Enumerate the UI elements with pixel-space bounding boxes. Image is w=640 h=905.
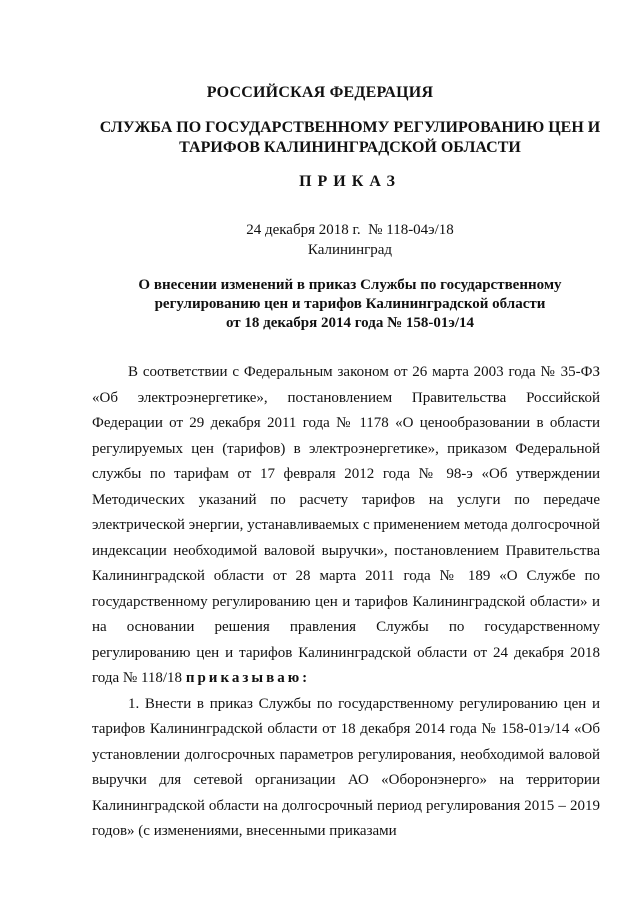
order-title: ПРИКАЗ [299, 173, 401, 190]
order-body [92, 360, 600, 845]
order-meta [60, 220, 640, 260]
service-heading-line-1: СЛУЖБА ПО ГОСУДАРСТВЕННОМУ РЕГУЛИРОВАНИЮ ЦЕН И [99, 119, 601, 136]
order-subject [60, 276, 640, 333]
preamble-paragraph [92, 360, 600, 692]
service-heading [60, 118, 640, 158]
subject-line-1: О внесении изменений в приказ Службы по государственному [138, 277, 562, 293]
item-1-paragraph: 1. Внести в приказ Службы по государственному регулированию цен и тарифов Калининградской области от 18 декабря 2014 года № 158-01э/14 «Об установлении долгосрочных параметров регулирования, необходимой валовой выручки для сетевой организации АО «Оборонэнерго» на территории Калининградской области на долгосрочный период регулирования 2015 – 2019 годов» (с изменениями, внесенными приказами [92, 695, 600, 839]
federation-heading: РОССИЙСКАЯ ФЕДЕРАЦИЯ [206, 84, 434, 101]
service-heading-line-2: ТАРИФОВ КАЛИНИНГРАДСКОЙ ОБЛАСТИ [179, 139, 521, 156]
subject-line-3: от 18 декабря 2014 года № 158-01э/14 [225, 315, 475, 331]
order-date-number: 24 декабря 2018 г. № 118-04э/18 [246, 222, 454, 238]
preamble-text: В соответствии с Федеральным законом от 26 марта 2003 года № 35-ФЗ «Об электроэнергетике», постановлением Правительства Российской Федерации от 29 декабря 2011 года № 1178 «О ценообразовании в области регулируемых цен (тарифов) в электроэнергетике», приказом Федеральной службы по тарифам от 17 февраля 2012 года № 98-э «Об утверждении Методических указаний по расчету тарифов на услуги по передаче электрической энергии, устанавливаемых с применением метода долгосрочной индексации необходимой валовой выручки», постановлением Правительства Калининградской области от 28 марта 2011 года № 189 «О Службе по государственному регулированию цен и тарифов Калининградской области» и на основании решения правления Службы по государственному регулированию цен и тарифов Калининградской области от 24 декабря 2018 года № 118/18 [92, 364, 600, 686]
order-city: Калининград [307, 242, 393, 258]
subject-line-2: регулированию цен и тарифов Калининградской области [154, 296, 546, 312]
order-word: приказываю: [185, 670, 311, 686]
